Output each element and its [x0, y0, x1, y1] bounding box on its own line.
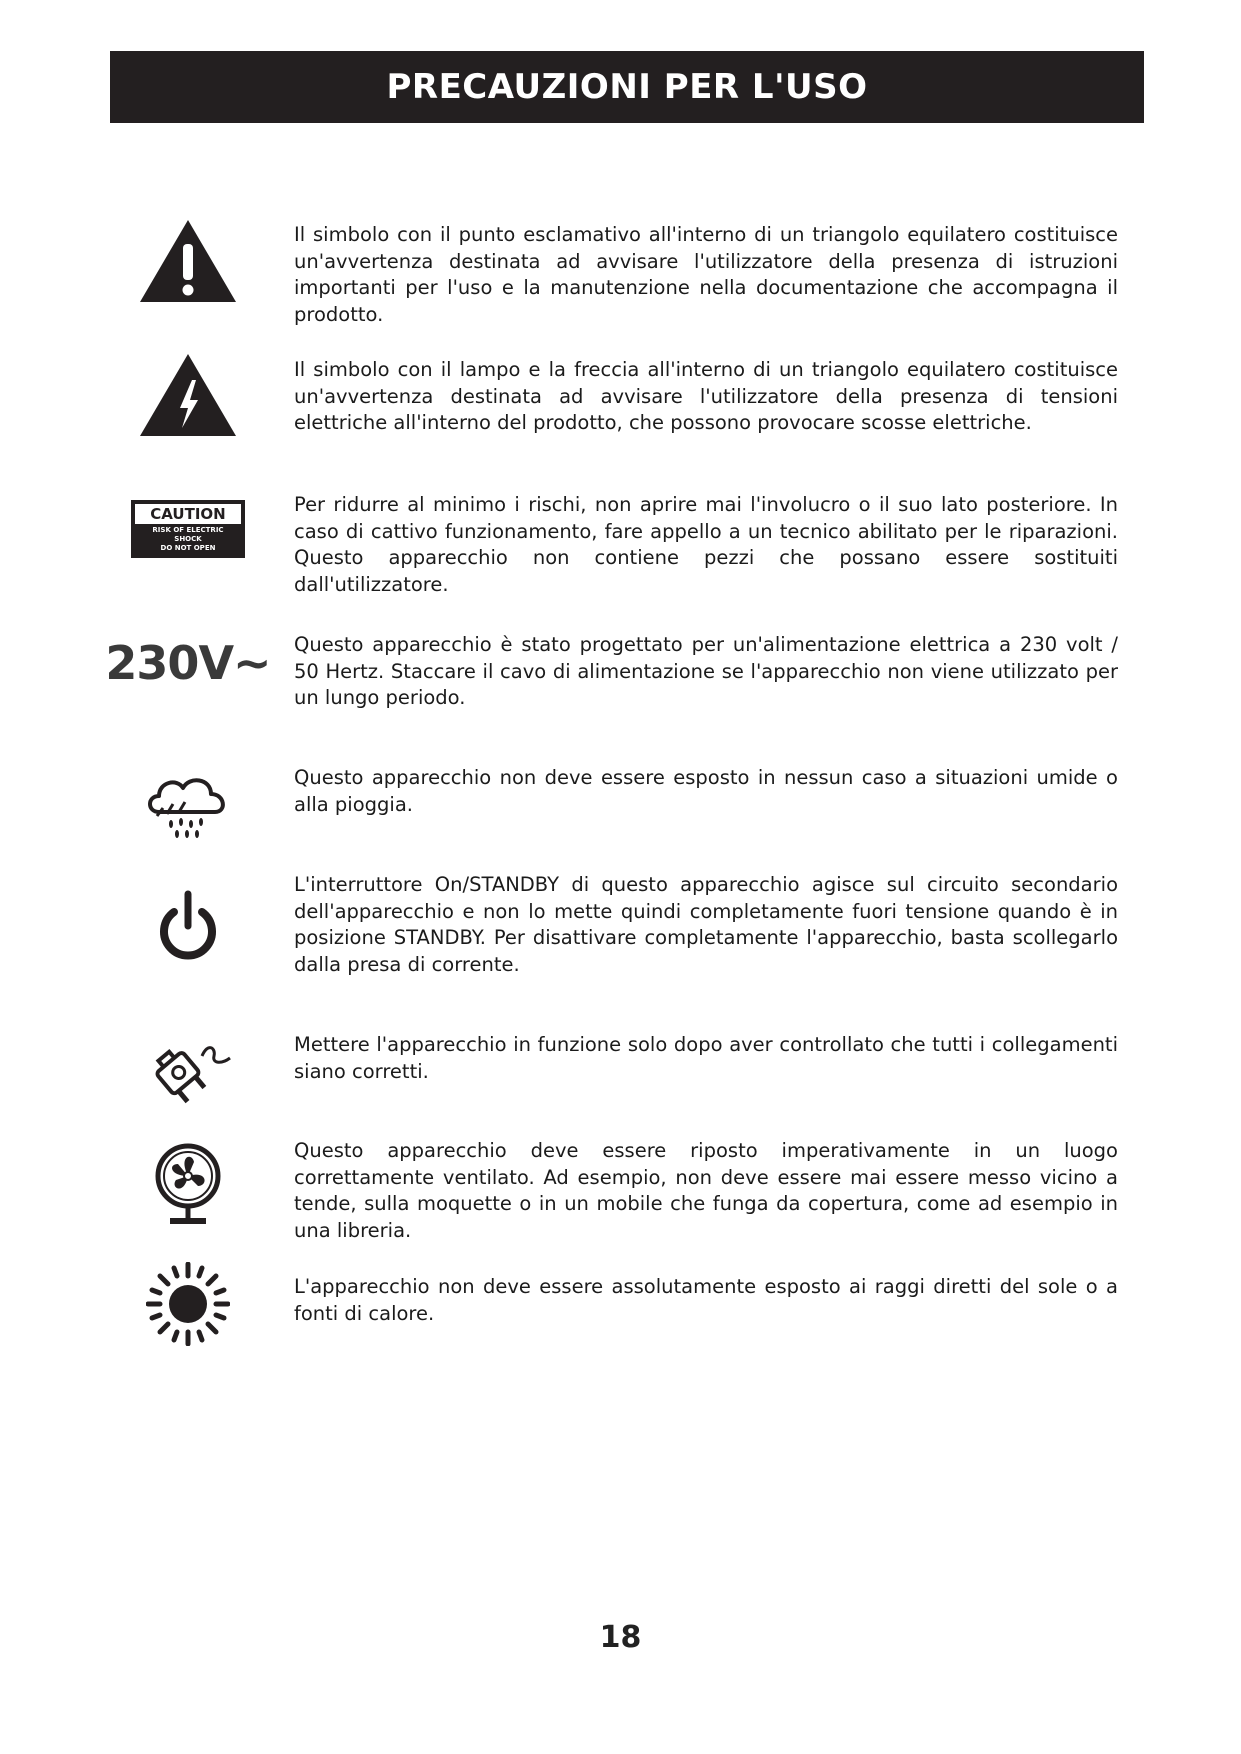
caution-line: SHOCK — [174, 535, 202, 543]
lightning-triangle-icon — [118, 352, 258, 438]
precaution-text: L'apparecchio non deve essere assolutamente esposto ai raggi diretti del sole o a fonti di calore. — [294, 1275, 1118, 1325]
fan-icon — [118, 1142, 258, 1226]
precaution-text: Questo apparecchio non deve essere esposto in nessun caso a situazioni umide o alla pioggia. — [294, 766, 1118, 816]
precaution-text: Mettere l'apparecchio in funzione solo dopo aver controllato che tutti i collegamenti siano corretti. — [294, 1033, 1118, 1083]
rain-cloud-icon — [118, 770, 258, 840]
caution-line: DO NOT OPEN — [160, 544, 216, 552]
caution-line: RISK OF ELECTRIC — [152, 526, 224, 534]
sun-icon — [118, 1262, 258, 1346]
caution-heading: CAUTION — [135, 504, 241, 524]
caution-label-icon — [131, 500, 245, 558]
precaution-text: L'interruttore On/STANDBY di questo apparecchio agisce sul circuito secondario dell'apparecchio e non lo mette quindi completamente fuori tensione quando è in posizione STANDBY. Per disattivare completamente l'apparecchio, basta scollegarlo dalla presa di corrente. — [294, 873, 1118, 976]
precaution-text: Questo apparecchio deve essere riposto imperativamente in un luogo correttamente ventilato. Ad esempio, non deve essere mai essere messo vicino a tende, sulla moquette o in un mobile che funga da copertura, come ad esempio in una libreria. — [294, 1139, 1118, 1242]
voltage-icon: 230V~ — [105, 636, 271, 690]
precaution-text: Il simbolo con il lampo e la freccia all'interno di un triangolo equilatero costituisce un'avvertenza destinata ad avvisare l'utilizzatore della presenza di tensioni elettriche all'interno del prodotto, che possono provocare scosse elettriche. — [294, 358, 1118, 434]
precaution-text: Questo apparecchio è stato progettato per un'alimentazione elettrica a 230 volt / 50 Hertz. Staccare il cavo di alimentazione se l'apparecchio non viene utilizzato per un lungo periodo. — [294, 633, 1118, 709]
page-title: PRECAUZIONI PER L'USO — [386, 67, 868, 107]
plug-icon — [118, 1034, 258, 1106]
precaution-text: Il simbolo con il punto esclamativo all'interno di un triangolo equilatero costituisce un'avvertenza destinata ad avvisare l'utilizzatore della presenza di istruzioni importanti per l'uso e la manutenzione nella documentazione che accompagna il prodotto. — [294, 223, 1118, 326]
precaution-text: Per ridurre al minimo i rischi, non aprire mai l'involucro o il suo lato posteriore. In caso di cattivo funzionamento, fare appello a un tecnico abilitato per le riparazioni. Questo apparecchio non contiene pezzi che possano essere sostituiti dall'utilizzatore. — [294, 493, 1118, 596]
exclamation-triangle-icon — [118, 218, 258, 304]
header-bar — [110, 51, 1144, 123]
power-icon — [118, 890, 258, 962]
page-number: 18 — [599, 1620, 642, 1655]
